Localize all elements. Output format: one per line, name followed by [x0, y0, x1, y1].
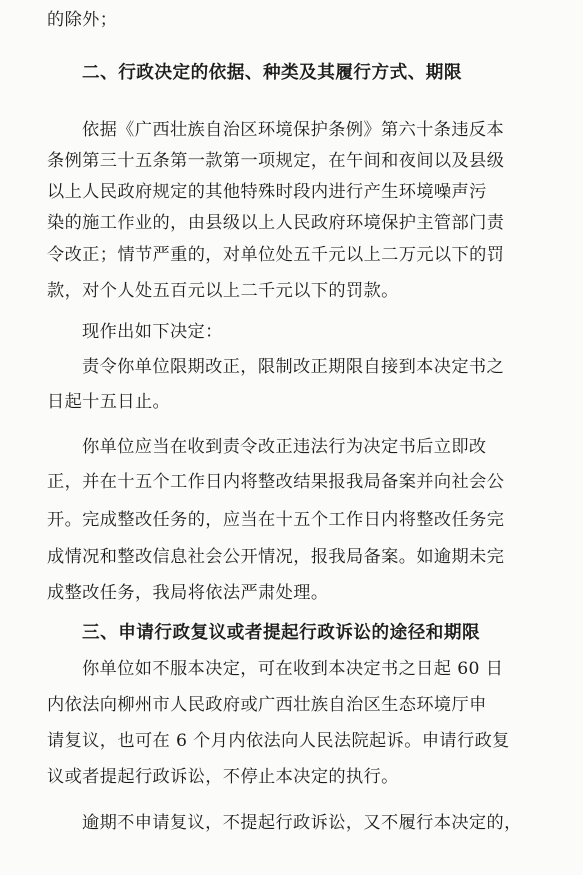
paragraph-line: 依据《广西壮族自治区环境保护条例》第六十条违反本	[82, 120, 505, 140]
paragraph-line: 成情况和整改信息社会公开情况，报我局备案。如逾期未完	[47, 547, 505, 567]
paragraph-line: 责令你单位限期改正，限制改正期限自接到本决定书之	[82, 357, 505, 377]
paragraph-line: 你单位应当在收到责令改正违法行为决定书后立即改	[82, 437, 487, 457]
paragraph-line: 逾期不申请复议，不提起行政诉讼，又不履行本决定的，	[82, 813, 522, 833]
paragraph-line: 以上人民政府规定的其他特殊时段内进行产生环境噪声污	[47, 182, 487, 202]
text-line: 的除外；	[47, 10, 118, 30]
paragraph-line: 令改正；情节严重的，对单位处五千元以上二万元以下的罚	[47, 245, 505, 265]
paragraph-line: 条例第三十五条第一款第一项规定，在午间和夜间以及县级	[47, 151, 505, 171]
paragraph-line: 内依法向柳州市人民政府或广西壮族自治区生态环境厅申	[47, 695, 487, 715]
paragraph-line: 染的施工作业的，由县级以上人民政府环境保护主管部门责	[47, 213, 505, 233]
paragraph-line: 现作出如下决定：	[82, 322, 223, 342]
paragraph-line: 成整改任务，我局将依法严肃处理。	[47, 583, 329, 603]
paragraph-line: 正，并在十五个工作日内将整改结果报我局备案并向社会公	[47, 472, 505, 492]
paragraph-line: 日起十五日止。	[47, 392, 171, 412]
paragraph-line: 你单位如不服本决定，可在收到本决定书之日起 60 日	[82, 659, 504, 679]
paragraph-line: 请复议，也可在 6 个月内依法向人民法院起诉。申请行政复	[47, 731, 510, 751]
paragraph-line: 议或者提起行政诉讼，不停止本决定的执行。	[47, 767, 399, 787]
section-heading-3: 三、申请行政复议或者提起行政诉讼的途径和期限	[82, 623, 481, 643]
paragraph-line: 款，对个人处五百元以上二千元以下的罚款。	[47, 281, 399, 301]
paragraph-line: 开。完成整改任务的，应当在十五个工作日内将整改任务完	[47, 510, 505, 530]
section-heading-2: 二、行政决定的依据、种类及其履行方式、期限	[82, 63, 462, 83]
